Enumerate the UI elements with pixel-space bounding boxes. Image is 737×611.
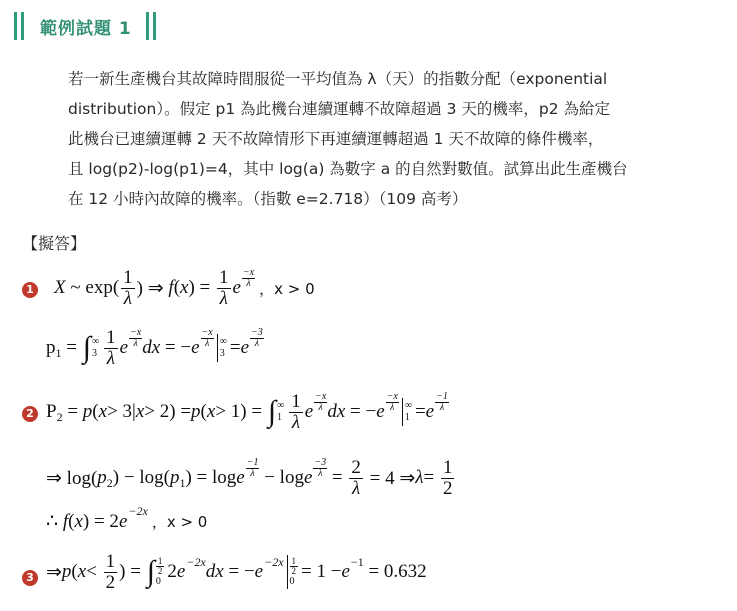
step-badge-2: 2 [22,406,38,422]
equation-p2: P 2 = p ( x > 3| x > 2) = p ( x > 1) = ∫ ∞ 1 $\frac{1}{\lambda}$ e −x λ dx = − e −x λ ∞ 1 = e −1 λ [46,390,448,433]
equation-condition: ，x > 0 [151,513,208,531]
problem-line: 在 12 小時內故障的機率。（指數 e=2.718）（109 高考） [68,190,468,208]
problem-line: 且 log(p2)-log(p1)=4，其中 log(a) 為數字 a 的自然對數值。試算出此生產機台 [68,160,628,178]
equation-pdf-result: ∴ f ( x ) = 2 e −2x ，x > 0 [46,504,208,532]
step-badge-3: 3 [22,570,38,586]
step-badge-1: 1 [22,282,38,298]
problem-line: 此機台已連續運轉 2 天不故障情形下再連續運轉超過 1 天不故障的條件機率， [68,130,604,148]
equation-log-difference: ⇒ log( p 2 ) − log( p 1 ) = log e −1 λ − log e −3 λ = $\frac{2}{\lambda}$ = 4 ⇒ λ = $\frac{1}{2}$ [46,456,453,499]
problem-line: distribution）。假定 p1 為此機台連續運轉不故障超過 3 天的機率，p2 為給定 [68,100,610,118]
problem-statement [68,64,718,214]
header-bar-left-1 [14,12,17,40]
header-bar-right-2 [153,12,156,40]
section-title: 範例試題 1 [40,18,132,39]
header-bar-left-2 [21,12,24,40]
equation-distribution: X ~ exp( $\frac{1}{\lambda}$ ) ⇒ f ( x ) = $\frac{1}{\lambda}$ e −x λ ，x > 0 [54,266,315,309]
section-header [14,10,160,42]
equation-p1: p 1 = ∫ ∞ 3 $\frac{1}{\lambda}$ e −x λ dx = − e −x λ ∞ 3 = e −3 λ [46,326,263,369]
equation-condition: ，x > 0 [259,279,315,298]
problem-line: 若一新生產機台其故障時間服從一平均值為 λ（天）的指數分配（exponential [68,70,608,88]
header-bar-right-1 [146,12,149,40]
final-result: = 0.632 [368,561,427,583]
answer-label: 【擬答】 [22,234,87,253]
equation-final-probability: ⇒ p ( x < $\frac{1}{2}$ ) = ∫ $\frac{1}{2}$ 0 2 e −2x dx = − e −2x $\frac{1}{2}$ 0 = 1 − e −1 = 0.632 [46,551,427,593]
